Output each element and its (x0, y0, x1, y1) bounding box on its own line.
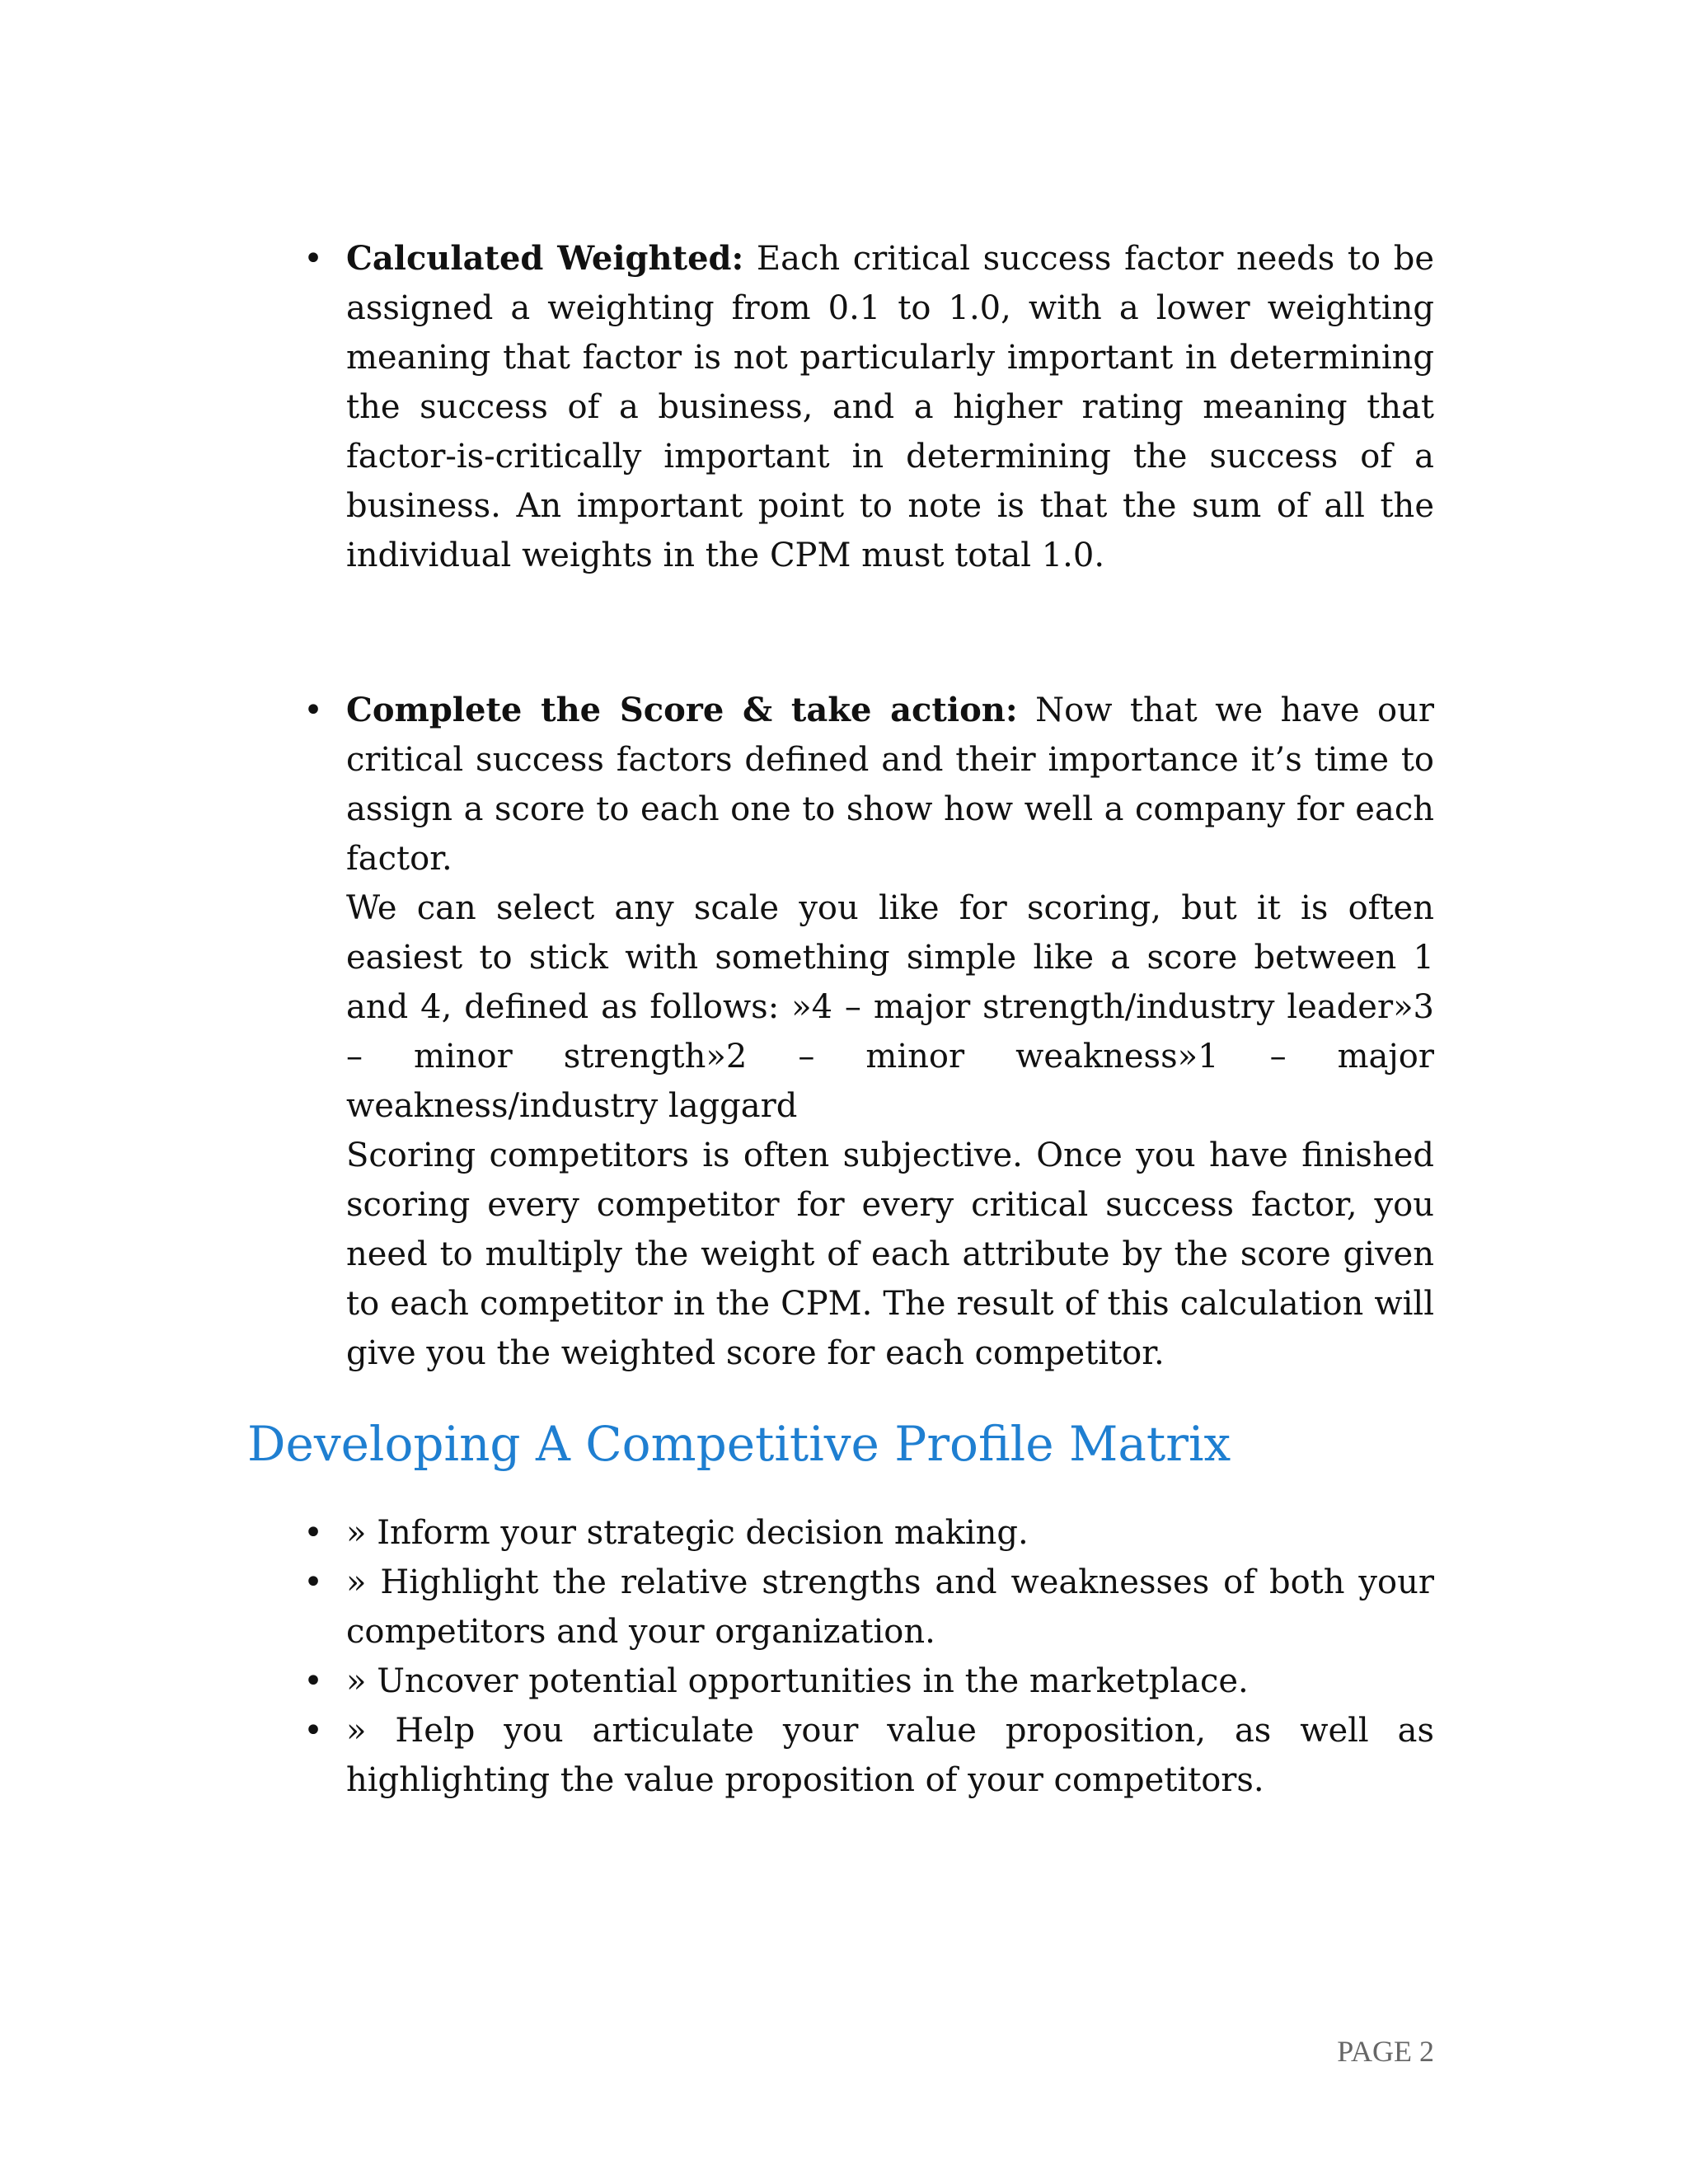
list-item (297, 234, 1434, 580)
item-text: » Inform your strategic decision making. (346, 1514, 1029, 1552)
item-text: Now that we have our critical success factors defined and their importance it’s time to assign a score to each one to show how well a company for each factor. (346, 691, 1434, 878)
item-text: » Uncover potential opportunities in the marketplace. (346, 1662, 1249, 1700)
item-text: Each critical success factor needs to be assigned a weighting from 0.1 to 1.0, with a lower weighting meaning that factor is not particularly important in determining the success of a business, and a higher rating meaning that factor-is-critically important in determining the success of a business. An important point to note is that the sum of all the individual weights in the CPM must total 1.0. (346, 240, 1434, 574)
list-item (297, 1657, 1434, 1706)
paragraph: Scoring competitors is often subjective. Once you have finished scoring every competitor for every critical success factor, you need to multiply the weight of each attribute by the score given to each competitor in the CPM. The result of this calculation will give you the weighted score for each competitor. (346, 1137, 1434, 1372)
paragraph: We can select any scale you like for scoring, but it is often easiest to stick with something simple like a score between 1 and 4, defined as follows: »4 – major strength/industry leader»3 – minor strength»2 – minor weakness»1 – major weakness/industry laggard (346, 889, 1434, 1125)
paragraph (346, 234, 1434, 580)
list-item (297, 1706, 1434, 1805)
bullet-dot-icon: • (303, 1563, 323, 1601)
list-item (297, 1508, 1434, 1558)
section-heading: Developing A Competitive Profile Matrix (247, 1416, 1231, 1472)
bullet-dot-icon: • (303, 240, 323, 278)
list-item (297, 686, 1434, 1378)
item-lead: Calculated Weighted: (346, 239, 744, 278)
item-text: » Help you articulate your value proposition, as well as highlighting the value proposition of your competitors. (346, 1712, 1434, 1799)
benefits-list (297, 1508, 1434, 1805)
paragraph (346, 686, 1434, 883)
item-lead: Complete the Score & take action: (346, 691, 1018, 729)
item-text: » Highlight the relative strengths and weaknesses of both your competitors and your organization. (346, 1563, 1434, 1651)
bullet-dot-icon: • (303, 1712, 323, 1750)
bullet-dot-icon: • (303, 691, 323, 729)
list-item (297, 1558, 1434, 1657)
page-number: PAGE 2 (1337, 2035, 1434, 2068)
scoring-list (297, 686, 1434, 1378)
criteria-list (297, 234, 1434, 580)
bullet-dot-icon: • (303, 1514, 323, 1552)
bullet-dot-icon: • (303, 1662, 323, 1700)
